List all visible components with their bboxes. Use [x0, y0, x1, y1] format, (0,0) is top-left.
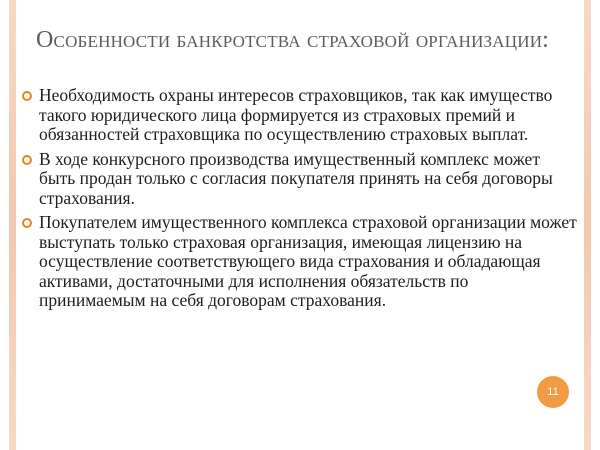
bullet-item: [22, 213, 578, 311]
bullet-item: [22, 150, 578, 209]
bullet-text: Необходимость охраны интересов страховщиков, так как имущество такого юридического лица формируется из страховых премий и обязанностей страховщика по осуществлению страховых выплат.: [39, 85, 553, 144]
slide-title: Особенности банкротства страховой организации:: [36, 27, 550, 53]
bullet-ring-icon: [22, 218, 32, 228]
right-decorative-stripe: [584, 0, 591, 450]
bullet-text: В ходе конкурсного производства имущественный комплекс может быть продан только с согласия покупателя принять на себя договоры страхования.: [39, 148, 553, 208]
left-decorative-stripe: [9, 0, 16, 450]
bullet-ring-icon: [22, 91, 32, 101]
bullet-text: Покупателем имущественного комплекса страховой организации может выступать только страховая организация, имеющая лицензию на осуществление соответствующего вида страхования и обладающая активами, достаточными для исполнения обязательств по принимаемым на себя договорам страхования.: [39, 212, 577, 310]
page-number-badge: 11: [537, 376, 569, 408]
bullet-ring-icon: [22, 155, 32, 165]
bullet-list: [22, 86, 578, 316]
bullet-item: [22, 86, 578, 145]
